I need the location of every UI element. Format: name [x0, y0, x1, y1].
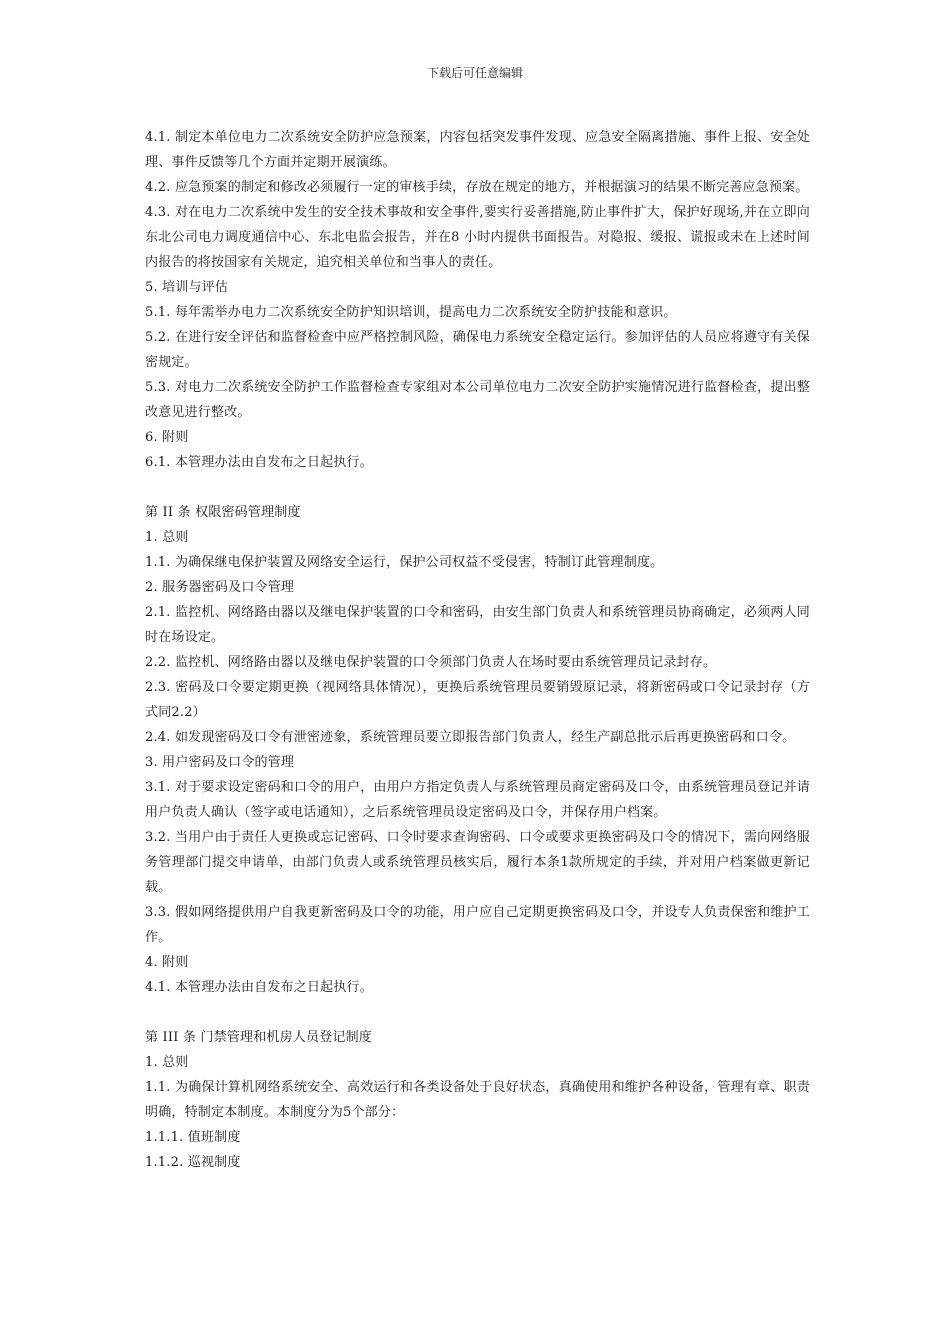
paragraph: 1.1. 为确保继电保护装置及网络安全运行，保护公司权益不受侵害，特制订此管理制度。: [145, 555, 664, 570]
section-heading: 1. 总则: [145, 530, 189, 545]
section-heading: 5. 培训与评估: [145, 280, 229, 295]
paragraph: 1.1. 为确保计算机网络系统安全、高效运行和各类设备处于良好状态，真确使用和维护各种设备，管理有章、职责明确，特制定本制度。本制度分为5个部分：: [145, 1080, 810, 1120]
article-title: 第 III 条 门禁管理和机房人员登记制度: [145, 1030, 373, 1045]
section-heading: 2. 服务器密码及口令管理: [145, 580, 295, 595]
paragraph: 4.2. 应急预案的制定和修改必须履行一定的审核手续，存放在规定的地方，并根据演习的结果不断完善应急预案。: [145, 180, 809, 195]
paragraph: 3.2. 当用户由于责任人更换或忘记密码、口令时要求查询密码、口令或要求更换密码及口令的情况下，需向网络服务管理部门提交申请单，由部门负责人或系统管理员核实后，履行本条1款所规定的手续，并对用户档案做更新记载。: [145, 830, 810, 895]
page-header: 下载后可任意编辑: [426, 66, 523, 80]
section-heading: 6. 附则: [145, 430, 189, 445]
section-heading: 4. 附则: [145, 955, 189, 970]
paragraph: 4.1. 制定本单位电力二次系统安全防护应急预案，内容包括突发事件发现、应急安全隔离措施、事件上报、安全处理、事件反馈等几个方面并定期开展演练。: [145, 130, 810, 170]
section-heading: 3. 用户密码及口令的管理: [145, 755, 295, 770]
paragraph: 3.1. 对于要求设定密码和口令的用户，由用户方指定负责人与系统管理员商定密码及口令，由系统管理员登记并请用户负责人确认（签字或电话通知），之后系统管理员设定密码及口令，并保存用户档案。: [145, 780, 810, 820]
section-access-control: [145, 1025, 810, 1175]
paragraph: 5.3. 对电力二次系统安全防护工作监督检查专家组对本公司单位电力二次安全防护实施情况进行监督检查，提出整改意见进行整改。: [145, 380, 810, 420]
paragraph: 4.1. 本管理办法由自发布之日起执行。: [145, 980, 373, 995]
paragraph: 4.3. 对在电力二次系统中发生的安全技术事故和安全事件,要实行妥善措施,防止事件扩大，保护好现场,并在立即向东北公司电力调度通信中心、东北电监会报告，并在8 小时内提供书面报告。对隐报、缓报、谎报或未在上述时间内报告的将按国家有关规定，追究相关单位和当事人的责任。: [145, 205, 810, 270]
section-emergency-response: [145, 125, 810, 475]
section-password-management: [145, 500, 810, 1000]
spacer: [145, 1000, 810, 1025]
spacer: [145, 475, 810, 500]
paragraph: 5.1. 每年需举办电力二次系统安全防护知识培训，提高电力二次系统安全防护技能和意识。: [145, 305, 677, 320]
paragraph: 5.2. 在进行安全评估和监督检查中应严格控制风险，确保电力系统安全稳定运行。参加评估的人员应将遵守有关保密规定。: [145, 330, 810, 370]
paragraph: 2.4. 如发现密码及口令有泄密迹象，系统管理员要立即报告部门负责人，经生产副总批示后再更换密码和口令。: [145, 730, 796, 745]
paragraph: 3.3. 假如网络提供用户自我更新密码及口令的功能，用户应自己定期更换密码及口令，并设专人负责保密和维护工作。: [145, 905, 810, 945]
sub-item: 1.1.2. 巡视制度: [145, 1155, 241, 1170]
paragraph: 2.1. 监控机、网络路由器以及继电保护装置的口令和密码，由安生部门负责人和系统管理员协商确定，必须两人同时在场设定。: [145, 605, 810, 645]
document-body: [145, 125, 810, 1175]
paragraph: 6.1. 本管理办法由自发布之日起执行。: [145, 455, 373, 470]
paragraph: 2.3. 密码及口令要定期更换（视网络具体情况），更换后系统管理员要销毁原记录，将新密码或口令记录封存（方式同2.2）: [145, 680, 810, 720]
sub-item: 1.1.1. 值班制度: [145, 1130, 241, 1145]
paragraph: 2.2. 监控机、网络路由器以及继电保护装置的口令须部门负责人在场时要由系统管理员记录封存。: [145, 655, 717, 670]
section-heading: 1. 总则: [145, 1055, 189, 1070]
article-title: 第 II 条 权限密码管理制度: [145, 505, 301, 520]
